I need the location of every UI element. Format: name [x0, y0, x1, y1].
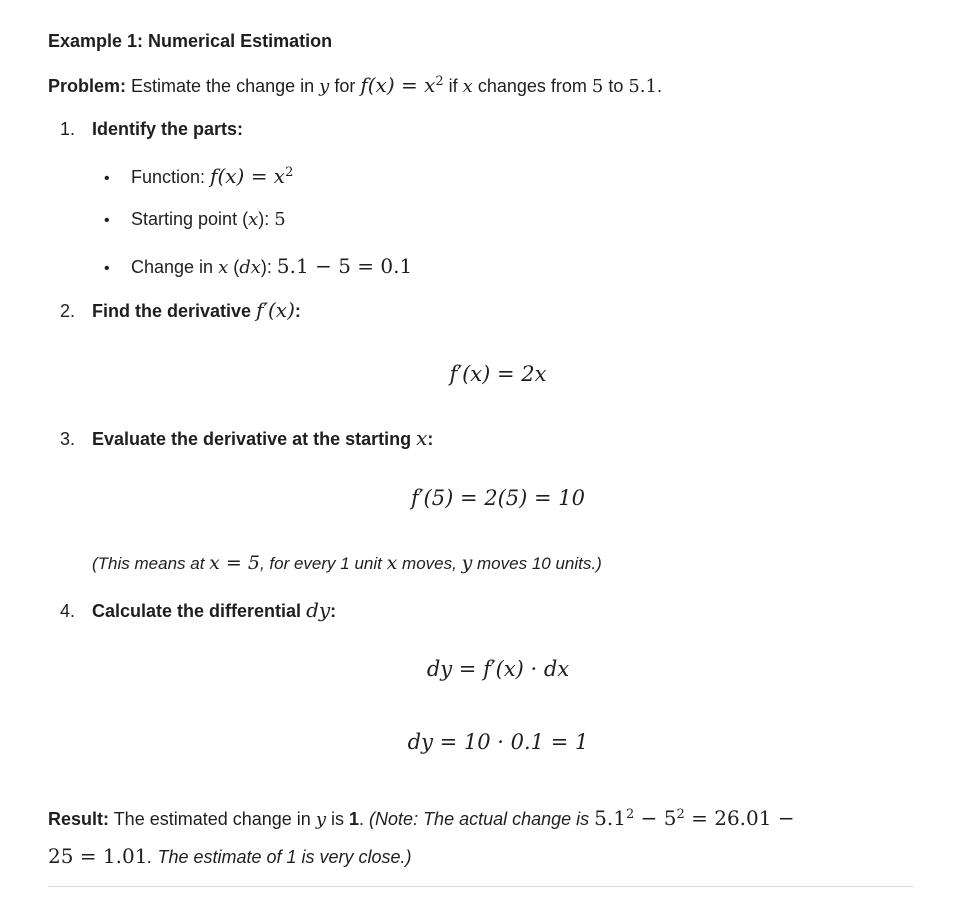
starting-point-value: 5: [274, 209, 286, 230]
result-value: 1: [349, 809, 360, 829]
result-label: Result:: [48, 809, 110, 829]
differential-formula: dy = f′(x) · dx: [426, 657, 570, 681]
problem-var-y: y: [319, 76, 330, 97]
problem-statement: Problem: Estimate the change in y for $f(x) = x^2$ if x changes from 5 to 5.1.: [48, 73, 663, 97]
result-paragraph: Result: The estimated change in y is 1. (Note: The actual change is $5.1^2 - 5^2 = 26.01$ − 25 = 1.01. The estimate of 1 is very close.): [48, 806, 795, 868]
section-divider: [48, 886, 914, 887]
bullet-starting-point: • Starting point (x): 5: [104, 209, 286, 230]
step-2-heading: 2. Find the derivative f′(x):: [60, 298, 301, 322]
bullet-dot: •: [104, 260, 110, 277]
problem-to-value: 5.1: [628, 76, 657, 97]
problem-from-value: 5: [591, 76, 604, 97]
problem-function: $f(x) = x^2$: [360, 73, 444, 97]
problem-label: Problem:: [48, 76, 127, 96]
actual-change-expression: $5.1^2 - 5^2 = 26.01$ −: [594, 806, 795, 830]
evaluated-derivative-equation: f′(5) = 2(5) = 10: [410, 486, 585, 510]
interpretation-note: (This means at x = 5, for every 1 unit x moves, y moves 10 units.): [92, 552, 602, 574]
bullet-dot: •: [104, 212, 110, 229]
differential-calculation: dy = 10 · 0.1 = 1: [407, 730, 589, 754]
bullet-dot: •: [104, 170, 110, 187]
function-expression: $f(x) = x^2$: [210, 164, 294, 188]
bullet-function: • Function: $f(x) = x^2$: [104, 164, 294, 188]
step-4-heading: 4. Calculate the differential dy:: [60, 598, 337, 622]
problem-text: Estimate the change in: [126, 76, 320, 96]
bullet-change-in-x: • Change in x (dx): 5.1 − 5 = 0.1: [104, 254, 413, 278]
derivative-equation: f′(x) = 2x: [449, 362, 547, 386]
change-in-x-value: 5.1 − 5 = 0.1: [276, 254, 413, 278]
example-heading: Example 1: Numerical Estimation: [48, 31, 333, 51]
step-1-heading: 1. Identify the parts:: [60, 119, 244, 139]
step-3-heading: 3. Evaluate the derivative at the starting x:: [60, 426, 434, 450]
